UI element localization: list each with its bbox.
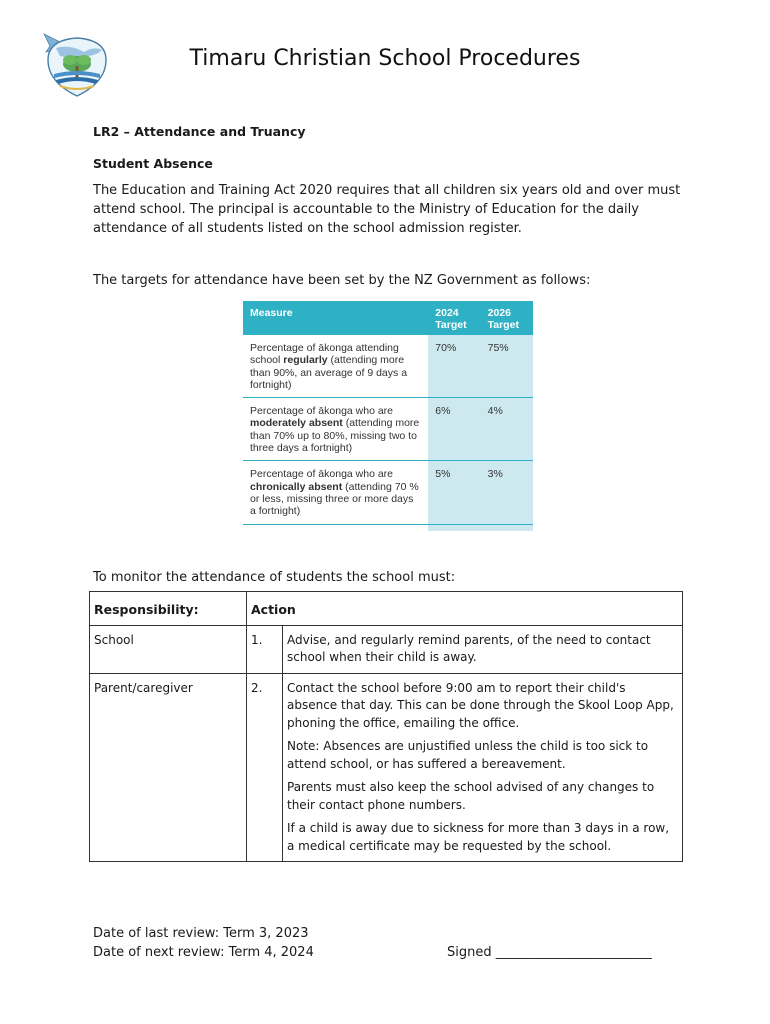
target-2026-cell: 75% [481,335,533,398]
responsibility-cell: School [90,625,247,673]
target-2024-cell: 6% [428,398,480,461]
next-review-date: Date of next review: Term 4, 2024 [93,945,314,960]
action-text: Advise, and regularly remind parents, of the need to contact school when their child is away. [287,632,651,664]
targets-intro: The targets for attendance have been set by the NZ Government as follows: [93,273,591,288]
action-text: Note: Absences are unjustified unless the child is too sick to attend school, or has suffered a bereavement. [287,739,649,771]
section-title: LR2 – Attendance and Truancy [93,124,306,139]
target-2026-cell: 3% [481,461,533,524]
resp-header-row [90,592,683,626]
resp-row [90,673,683,862]
targets-row [243,398,533,461]
last-review-date: Date of last review: Term 3, 2023 [93,926,309,941]
header-action: Action [247,592,683,626]
action-text: Contact the school before 9:00 am to report their child's absence that day. This can be done through the Skool Loop App, phoning the office, emailing the office. [287,680,674,730]
responsibility-cell: Parent/caregiver [90,673,247,862]
header-measure: Measure [243,301,428,335]
target-2026-cell: 4% [481,398,533,461]
action-cell [283,673,683,862]
header-responsibility: Responsibility: [90,592,247,626]
action-number: 2. [247,673,283,862]
intro-paragraph: The Education and Training Act 2020 requires that all children six years old and over must attend school. The principal is accountable to the Ministry of Education for the daily attendance of all students listed on the school admission register. [93,183,681,236]
targets-tail-row [243,524,533,531]
measure-cell: Percentage of ākonga attending school regularly (attending more than 90%, an average of 9 days a fortnight) [243,335,428,398]
resp-row [90,625,683,673]
target-2024-cell: 5% [428,461,480,524]
attendance-targets-table [243,301,533,531]
action-text: If a child is away due to sickness for more than 3 days in a row, a medical certificate may be requested by the school. [287,821,670,853]
action-number: 1. [247,625,283,673]
targets-row [243,461,533,524]
monitor-intro: To monitor the attendance of students the school must: [93,570,456,585]
action-text: Parents must also keep the school advised of any changes to their contact phone numbers. [287,780,655,812]
header-2026-target: 2026 Target [481,301,533,335]
targets-row [243,335,533,398]
action-cell [283,625,683,673]
header-2024-target: 2024 Target [428,301,480,335]
targets-header-row [243,301,533,335]
responsibility-table [89,591,683,862]
target-2024-cell: 70% [428,335,480,398]
signature-line: Signed ________________________ [447,945,652,960]
measure-cell: Percentage of ākonga who are moderately absent (attending more than 70% up to 80%, missing two to three days a fortnight) [243,398,428,461]
page-title: Timaru Christian School Procedures [189,46,581,71]
measure-cell: Percentage of ākonga who are chronically absent (attending 70 % or less, missing three or more days a fortnight) [243,461,428,524]
section-subtitle: Student Absence [93,156,213,171]
